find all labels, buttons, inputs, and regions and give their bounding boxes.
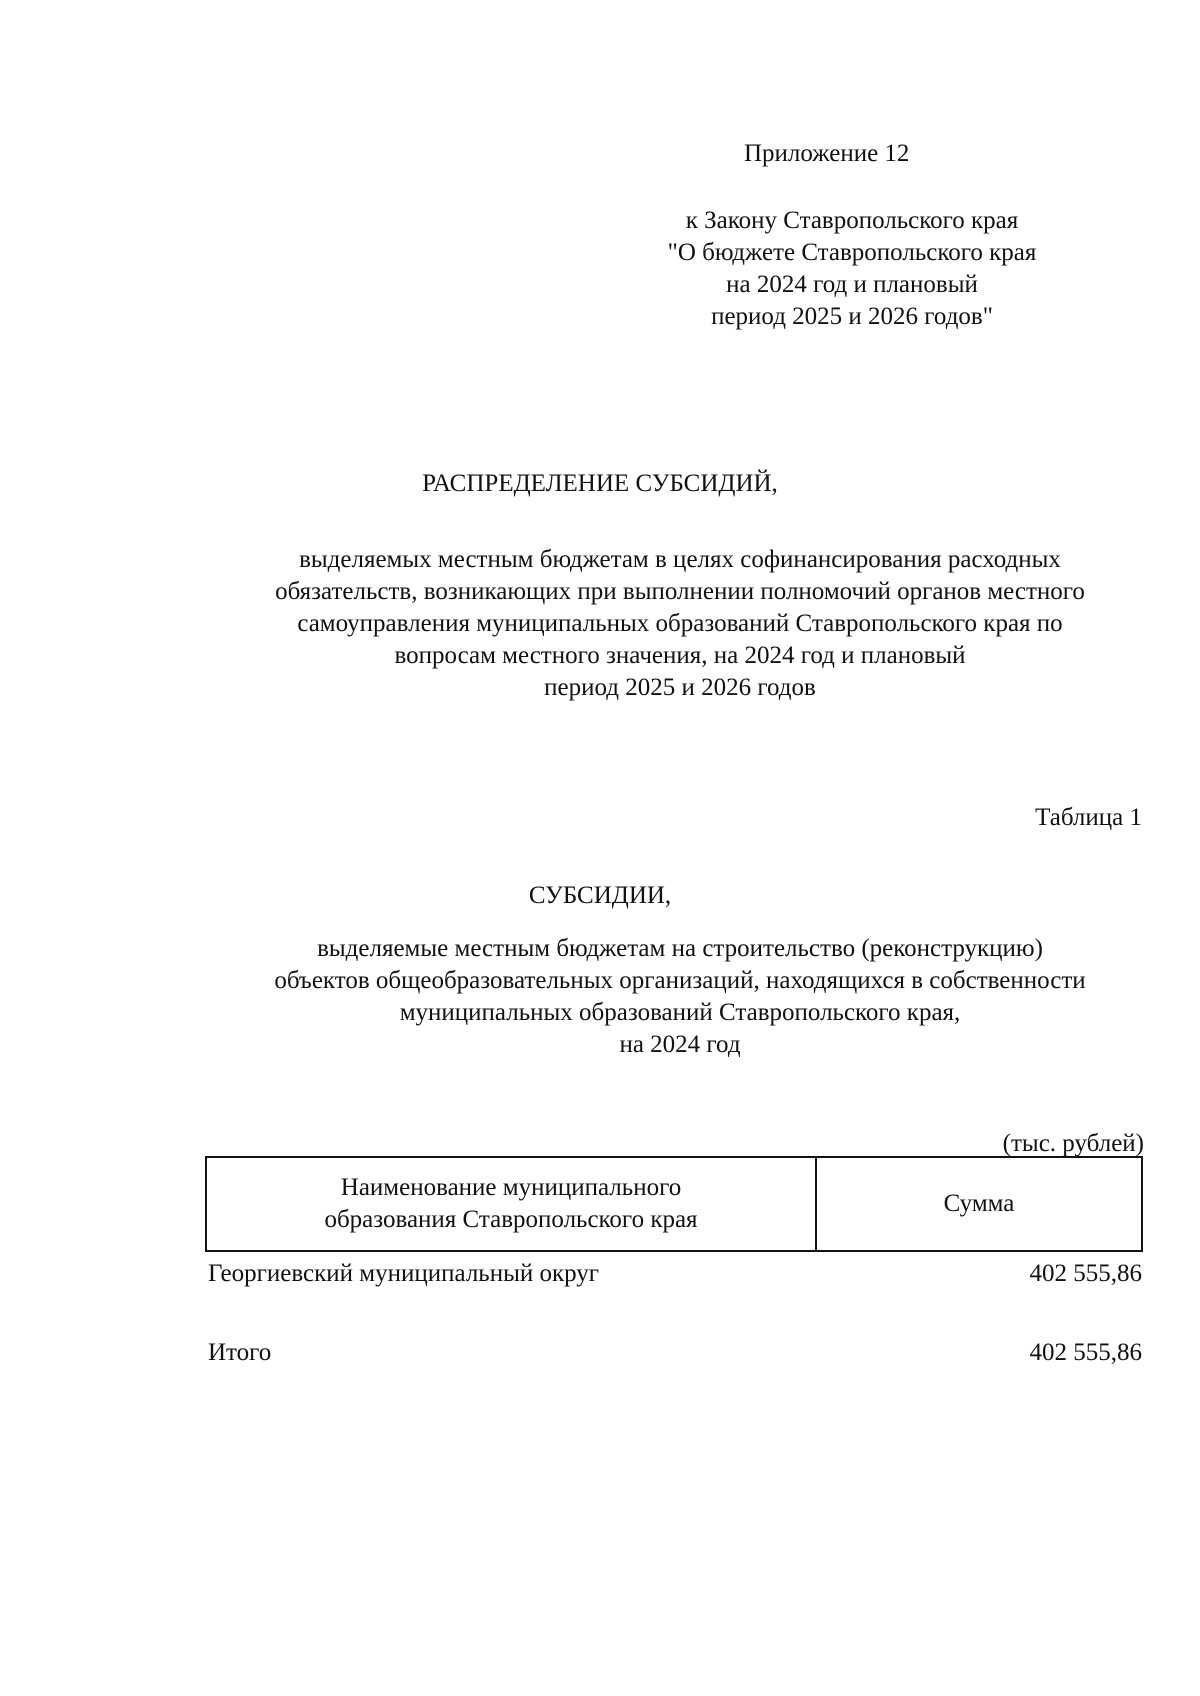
header-name-line: Наименование муниципального [340, 1174, 682, 1201]
law-line: "О бюджете Ставропольского края [667, 239, 1037, 266]
description-line: обязательств, возникающих при выполнении полномочий органов местного [275, 578, 1085, 605]
table-row-name: Георгиевский муниципальный округ [208, 1260, 600, 1287]
header-sum-cell [817, 1158, 1141, 1250]
law-reference [612, 205, 1092, 333]
units-label: (тыс. рублей) [1002, 1130, 1144, 1157]
subsidies-title: СУБСИДИИ, [528, 882, 672, 909]
subsidies-description [200, 933, 1160, 1061]
description-line: самоуправления муниципальных образований Ставропольского края по [297, 610, 1063, 637]
total-label: Итого [208, 1339, 272, 1366]
table-label: Таблица 1 [1035, 804, 1142, 831]
distribution-title: РАСПРЕДЕЛЕНИЕ СУБСИДИЙ, [422, 470, 778, 497]
description-line: выделяемых местным бюджетам в целях софинансирования расходных [299, 546, 1061, 573]
distribution-description [200, 544, 1160, 704]
description-line: период 2025 и 2026 годов [544, 674, 816, 701]
law-line: период 2025 и 2026 годов" [711, 303, 993, 330]
law-line: на 2024 год и плановый [726, 271, 978, 298]
total-value: 402 555,86 [1029, 1339, 1142, 1366]
appendix-title: Приложение 12 [744, 140, 910, 167]
description-line: объектов общеобразовательных организаций, находящихся в собственности [274, 967, 1086, 994]
description-line: вопросам местного значения, на 2024 год и плановый [394, 642, 966, 669]
description-line: на 2024 год [619, 1031, 741, 1058]
header-name-cell [207, 1158, 817, 1250]
law-line: к Закону Ставропольского края [685, 207, 1019, 234]
description-line: выделяемые местным бюджетам на строительство (реконструкцию) [317, 935, 1043, 962]
description-line: муниципальных образований Ставропольского края, [399, 999, 961, 1026]
header-name-line: образования Ставропольского края [324, 1206, 698, 1233]
subsidy-table-header [205, 1156, 1143, 1252]
table-row-value: 402 555,86 [1029, 1260, 1142, 1287]
header-sum: Сумма [943, 1190, 1015, 1217]
